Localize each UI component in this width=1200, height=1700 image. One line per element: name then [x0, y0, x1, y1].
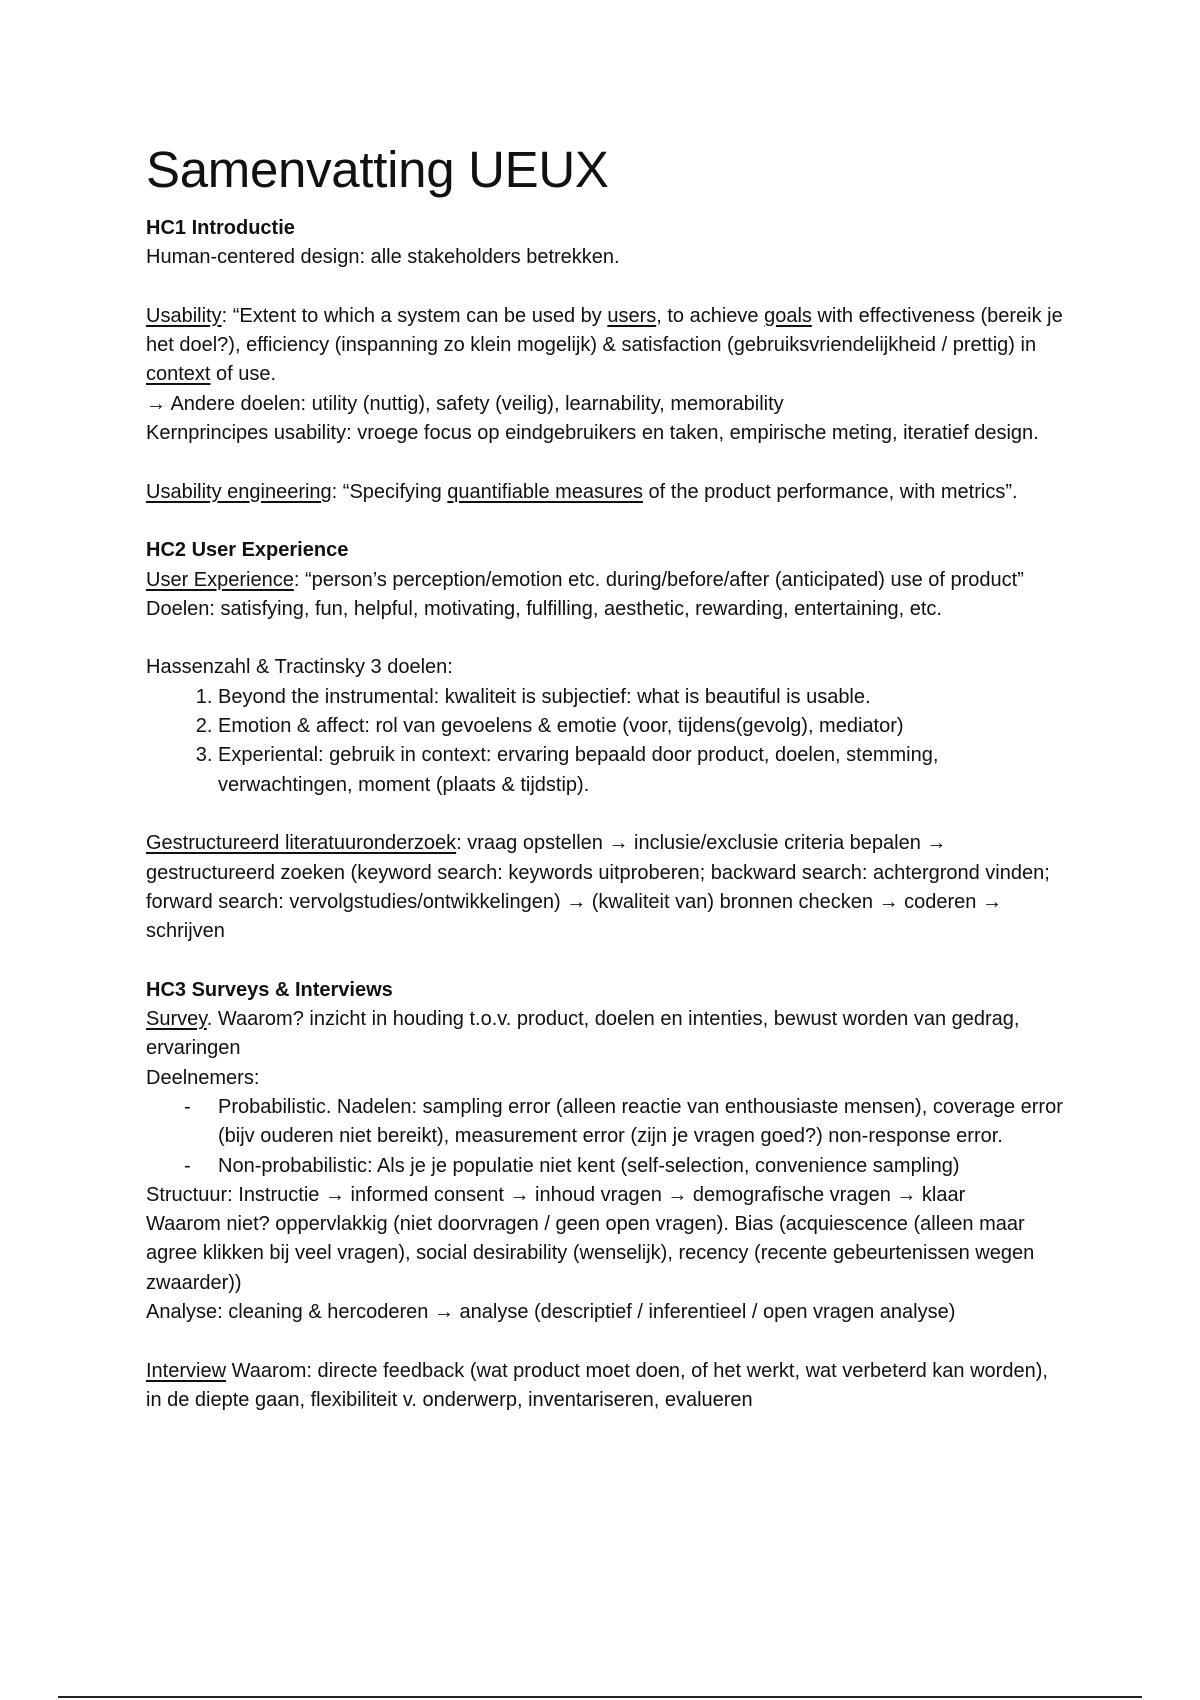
ux-goals-line: Doelen: satisfying, fun, helpful, motivating, fulfilling, aesthetic, rewarding, entertaining, etc.: [146, 597, 942, 620]
users-term: users: [607, 304, 657, 327]
section-heading-hc2: HC2 User Experience: [146, 539, 349, 562]
hassenzahl-intro: Hassenzahl & Tractinsky 3 doelen:: [146, 656, 453, 679]
list-item: 1. Beyond the instrumental: kwaliteit is subjectief: what is beautiful is usable.: [218, 683, 1066, 712]
list-item: 3. Experiental: gebruik in context: ervaring bepaald door product, doelen, stemming, verwachtingen, moment (plaats & tijdstip).: [218, 741, 1066, 800]
structure-line: Structuur: Instructie → informed consent → inhoud vragen → demografische vragen → klaar: [146, 1183, 966, 1206]
hcd-paragraph: Human-centered design: alle stakeholders betrekken.: [146, 246, 620, 269]
core-principles-paragraph: Kernprincipes usability: vroege focus op eindgebruikers en taken, empirische meting, iteratief design.: [146, 422, 1039, 445]
usability-definition: Usability: “Extent to which a system can be used by users, to achieve goals with effectiveness (bereik je het doel?), efficiency (inspanning zo klein mogelijk) & satisfaction (gebruiksvriendelijkheid / prettig) in context of use.: [146, 304, 1063, 386]
list-item: - Non-probabilistic: Als je je populatie niet kent (self-selection, convenience sampling): [146, 1152, 1066, 1181]
analysis-line: Analyse: cleaning & hercoderen → analyse (descriptief / inferentieel / open vragen analyse): [146, 1300, 956, 1323]
quantifiable-measures-term: quantifiable measures: [447, 480, 643, 503]
why-not-paragraph: Waarom niet? oppervlakkig (niet doorvragen / geen open vragen). Bias (acquiescence (alleen maar agree klikken bij veel vragen), social desirability (wenselijk), recency (recente gebeurtenissen wegen zwaarder)): [146, 1213, 1035, 1294]
usability-engineering-definition: Usability engineering: “Specifying quantifiable measures of the product performance, with metrics”.: [146, 480, 1018, 503]
participants-list: [146, 1093, 1066, 1181]
literature-research-term: Gestructureerd literatuuronderzoek: [146, 832, 457, 855]
interview-paragraph: Interview Waarom: directe feedback (wat product moet doen, of het werkt, wat verbeterd kan worden), in de diepte gaan, flexibiliteit v. onderwerp, inventariseren, evalueren: [146, 1359, 1048, 1411]
list-item: - Probabilistic. Nadelen: sampling error (alleen reactie van enthousiaste mensen), coverage error (bijv ouderen niet bereikt), measurement error (zijn je vragen goed?) non-response error.: [146, 1093, 1066, 1152]
literature-research-paragraph: Gestructureerd literatuuronderzoek: vraag opstellen → inclusie/exclusie criteria bepalen → gestructureerd zoeken (keyword search: keywords uitproberen; backward search: achtergrond vinden; forward search: vervolgstudies/ontwikkelingen) → (kwaliteit van) bronnen checken → coderen → schrijven: [146, 832, 1050, 943]
ux-term: User Experience: [146, 568, 294, 591]
document-page: [146, 140, 1066, 1415]
list-item: 2. Emotion & affect: rol van gevoelens & emotie (voor, tijdens(gevolg), mediator): [218, 712, 1066, 741]
section-heading-hc1: HC1 Introductie: [146, 217, 295, 239]
ux-definition: User Experience: “person’s perception/emotion etc. during/before/after (anticipated) use of product”: [146, 568, 1024, 591]
survey-term: Survey: [146, 1008, 207, 1031]
participants-label: Deelnemers:: [146, 1066, 260, 1089]
usability-term: Usability: [146, 304, 222, 327]
interview-term: Interview: [146, 1359, 227, 1382]
usability-engineering-term: Usability engineering: [146, 480, 332, 503]
other-goals-line: → Andere doelen: utility (nuttig), safety (veilig), learnability, memorability: [146, 392, 784, 415]
page-bottom-rule: [58, 1696, 1142, 1698]
document-title: Samenvatting UEUX: [146, 141, 609, 198]
goals-term: goals: [764, 304, 812, 327]
survey-paragraph: Survey. Waarom? inzicht in houding t.o.v. product, doelen en intenties, bewust worden van gedrag, ervaringen: [146, 1008, 1020, 1060]
section-heading-hc3: HC3 Surveys & Interviews: [146, 978, 393, 1001]
hassenzahl-list: [146, 683, 1066, 800]
context-term: context: [146, 363, 211, 386]
